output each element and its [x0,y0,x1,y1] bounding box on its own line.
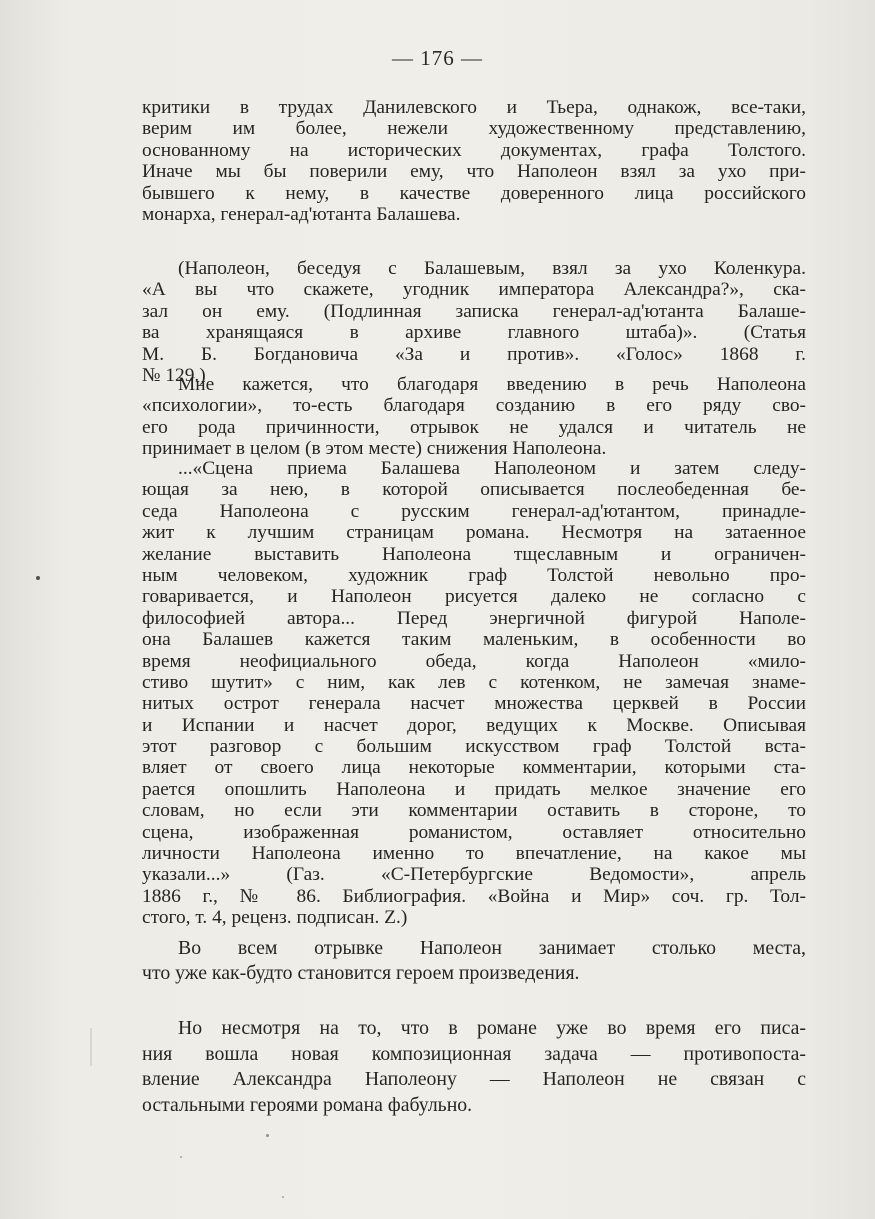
scan-speck [266,1134,269,1137]
text-line: ...«Сцена приема Балашева Наполеоном и затем следу- [178,458,806,479]
text-line: ным человеком, художник граф Толстой невольно про- [142,564,806,586]
text-line: вление Александра Наполеону — Наполеон не связан с [142,1068,806,1090]
text-line: личности Наполеона именно то впечатление, на какое мы [142,843,806,865]
paragraph-3 [142,374,806,460]
text-line: рается опошлить Наполеона и придать мелкое значение его [142,778,806,800]
text-line: жит к лучшим страницам романа. Несмотря на затаенное [142,522,806,544]
text-line: говаривается, и Наполеон рисуется далеко не согласно с [142,586,806,608]
text-line: бывшего к нему, в качестве доверенного лица российского [142,182,806,204]
text-line: что уже как-будто становится героем произведения. [142,962,580,984]
text-line: сцена, изображенная романистом, оставляет относительно [142,821,806,843]
text-line: ва хранящаяся в архиве главного штаба)». (Статья [142,322,806,344]
text-line: стого, т. 4, реценз. подписан. Z.) [142,907,408,929]
text-line: и Испании и насчет дорог, ведущих к Москве. Описывая [142,714,806,736]
text-line: седа Наполеона с русским генерал-ад'ютантом, принадле- [142,500,806,522]
text-line: Но несмотря на то, что в романе уже во время его писа- [178,1017,806,1039]
page-number: — 176 — [392,46,483,70]
text-line: вляет от своего лица некоторые комментарии, которыми ста- [142,757,806,779]
text-line: верим им более, нежели художественному представлению, [142,118,806,140]
text-line: М. Б. Богдановича «За и против». «Голос» 1868 г. [142,343,806,365]
text-line: время неофициального обеда, когда Наполеон «мило- [142,650,806,672]
text-line: философией автора... Перед энергичной фигурой Наполе- [142,607,806,629]
paragraph-6 [142,1016,806,1118]
scan-speck [282,1196,284,1198]
text-line: (Наполеон, беседуя с Балашевым, взял за ухо Коленкура. [178,258,806,279]
text-line: «А вы что скажете, угодник императора Александра?», ска- [142,279,806,301]
text-line: основанному на исторических документах, графа Толстого. [142,139,806,161]
text-line: принимает в целом (в этом месте) снижения Наполеона. [142,438,607,460]
text-line: Иначе мы бы поверили ему, что Наполеон взял за ухо при- [142,161,806,183]
paragraph-1 [142,97,806,225]
scan-speck [36,576,40,580]
paragraph-2 [142,258,806,386]
text-line: словам, но если эти комментарии оставить в стороне, то [142,800,806,822]
text-line: Мне кажется, что благодаря введению в речь Наполеона [178,374,806,395]
text-line: критики в трудах Данилевского и Тьера, однакож, все-таки, [142,97,806,118]
text-line: стиво шутит» с ним, как лев с котенком, не замечая знаме- [142,671,806,693]
text-line: монарха, генерал-ад'ютанта Балашева. [142,203,461,225]
text-line: остальными героями романа фабульно. [142,1093,473,1116]
text-line: ния вошла новая композиционная задача — противопоста- [142,1042,806,1065]
text-line: Во всем отрывке Наполеон занимает столько места, [178,937,806,959]
text-line: зал он ему. (Подлинная записка генерал-ад'ютанта Балаше- [142,300,806,322]
scan-speck [180,1156,182,1158]
text-line: указали...» (Газ. «С-Петербургские Ведомости», апрель [142,864,806,886]
text-line: нитых острот генерала насчет множества церквей в России [142,693,806,715]
text-line: этот разговор с большим искусством граф Толстой вста- [142,736,806,758]
text-line: ющая за нею, в которой описывается послеобеденная бе- [142,479,806,501]
text-line: «психологии», то-есть благодаря созданию в его ряду сво- [142,395,806,417]
paragraph-4-quote [142,458,806,929]
text-line: 1886 г., № 86. Библиография. «Война и Мир» соч. гр. Тол- [142,885,806,907]
text-line: его рода причинности, отрывок не удался и читатель не [142,416,806,438]
margin-shadow [90,1028,92,1066]
text-line: она Балашев кажется таким маленьким, в особенности во [142,629,806,651]
text-line: желание выставить Наполеона тщеславным и ограничен- [142,543,806,565]
paragraph-5 [142,936,806,986]
text-line: № 129.) [142,364,206,386]
